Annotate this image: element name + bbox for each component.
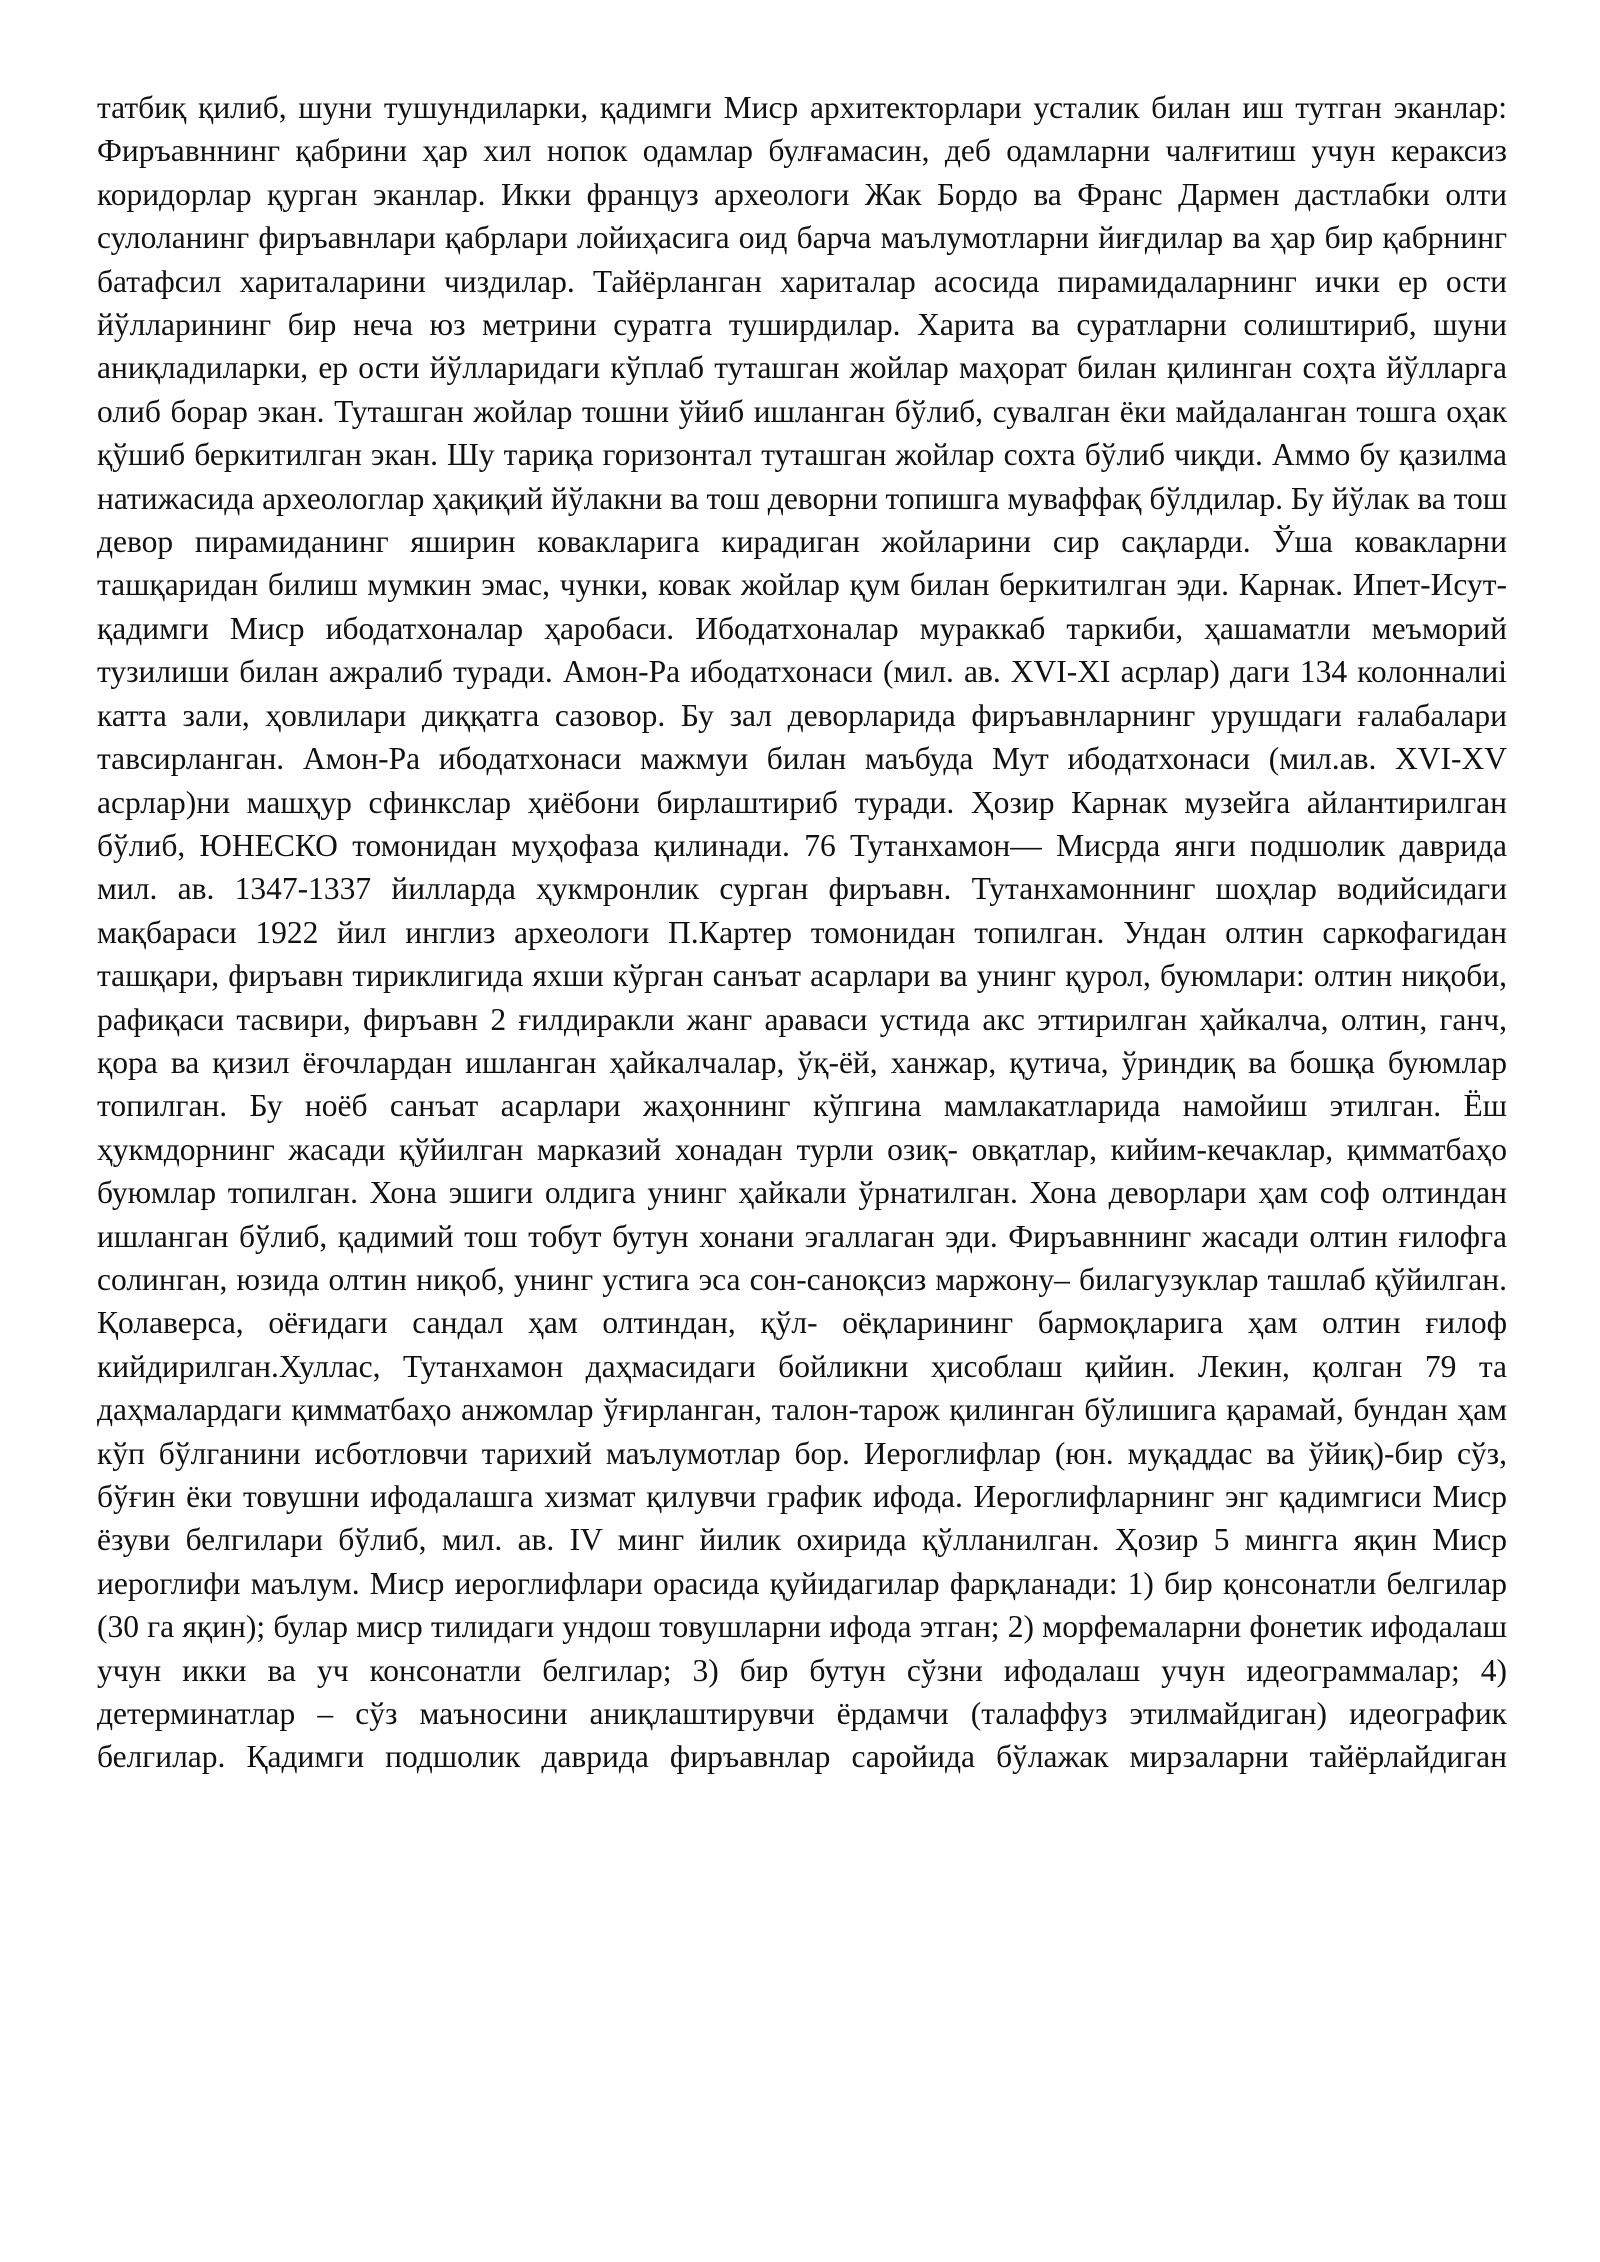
document-page <box>97 86 1507 1779</box>
body-paragraph: татбиқ қилиб, шуни тушундиларки, қадимги Миср архитекторлари усталик билан иш тутган эканлар: Фиръавннинг қабрини ҳар хил нопок одамлар булғамасин, деб одамларни чалғитиш учун кераксиз коридорлар қурган эканлар. Икки француз археологи Жак Бордо ва Франс Дармен дастлабки олти сулоланинг фиръавнлари қабрлари лойиҳасига оид барча маълумотларни йиғдилар ва ҳар бир қабрнинг батафсил хариталарини чиздилар. Тайёрланган хариталар асосида пирамидаларнинг ички ер ости йўлларининг бир неча юз метрини суратга туширдилар. Харита ва суратларни солиштириб, шуни аниқладиларки, ер ости йўлларидаги кўплаб туташган жойлар маҳорат билан қилинган соҳта йўлларга олиб борар экан. Туташган жойлар тошни ўйиб ишланган бўлиб, сувалган ёки майдаланган тошга оҳак қўшиб беркитилган экан. Шу тариқа горизонтал туташган жойлар сохта бўлиб чиқди. Аммо бу қазилма натижасида археологлар ҳақиқий йўлакни ва тош деворни топишга муваффақ бўлдилар. Бу йўлак ва тош девор пирамиданинг яширин ковакларига кирадиган жойларини сир сақларди. Ўша ковакларни ташқаридан билиш мумкин эмас, чунки, ковак жойлар қум билан беркитилган эди. Карнак. Ипет-Исут-қадимги Миср ибодатхоналар ҳаробаси. Ибодатхоналар мураккаб таркиби, ҳашаматли меъморий тузилиши билан ажралиб туради. Амон-Ра ибодатхонаси (мил. ав. XVI-XI асрлар) даги 134 колонналиі катта зали, ҳовлилари диққатга сазовор. Бу зал деворларида фиръавнларнинг урушдаги ғалабалари тавсирланган. Амон-Ра ибодатхонаси мажмуи билан маъбуда Мут ибодатхонаси (мил.ав. XVI-XV асрлар)ни машҳур сфинкслар ҳиёбони бирлаштириб туради. Ҳозир Карнак музейга айлантирилган бўлиб, ЮНЕСКО томонидан муҳофаза қилинади. 76 Тутанхамон— Мисрда янги подшолик даврида мил. ав. 1347-1337 йилларда ҳукмронлик сурган фиръавн. Тутанхамоннинг шоҳлар водийсидаги мақбараси 1922 йил инглиз археологи П.Картер томонидан топилган. Ундан олтин саркофагидан ташқари, фиръавн тириклигида яхши кўрган санъат асарлари ва унинг қурол, буюмлари: олтин ниқоби, рафиқаси тасвири, фиръавн 2 ғилдиракли жанг араваси устида акс эттирилган ҳайкалча, олтин, ганч, қора ва қизил ёғочлардан ишланган ҳайкалчалар, ўқ-ёй, ханжар, қутича, ўриндиқ ва бошқа буюмлар топилган. Бу ноёб санъат асарлари жаҳоннинг кўпгина мамлакатларида намойиш этилган. Ёш ҳукмдорнинг жасади қўйилган марказий хонадан турли озиқ- овқатлар, кийим-кечаклар, қимматбаҳо буюмлар топилган. Хона эшиги олдига унинг ҳайкали ўрнатилган. Хона деворлари ҳам соф олтиндан ишланган бўлиб, қадимий тош тобут бутун хонани эгаллаган эди. Фиръавннинг жасади олтин ғилофга солинган, юзида олтин ниқоб, унинг устига эса сон-саноқсиз маржону– билагузуклар ташлаб қўйилган. Қолаверса, оёғидаги сандал ҳам олтиндан, қўл- оёқларининг бармоқларига ҳам олтин ғилоф кийдирилган.Хуллас, Тутанхамон даҳмасидаги бойликни ҳисоблаш қийин. Лекин, қолган 79 та даҳмалардаги қимматбаҳо анжомлар ўғирланган, талон-тарож қилинган бўлишига қарамай, бундан ҳам кўп бўлганини исботловчи тарихий маълумотлар бор. Иероглифлар (юн. муқаддас ва ўйиқ)-бир сўз, бўғин ёки товушни ифодалашга хизмат қилувчи график ифода. Иероглифларнинг энг қадимгиси Миср ёзуви белгилари бўлиб, мил. ав. IV минг йилик охирида қўлланилган. Ҳозир 5 мингга яқин Миср иероглифи маълум. Миср иероглифлари орасида қуйидагилар фарқланади: 1) бир қонсонатли белгилар (30 га яқин); булар миср тилидаги ундош товушларни ифода этган; 2) морфемаларни фонетик ифодалаш учун икки ва уч консонатли белгилар; 3) бир бутун сўзни ифодалаш учун идеограммалар; 4) детерминатлар – сўз маъносини аниқлаштирувчи ёрдамчи (талаффуз этилмайдиган) идеографик белгилар. Қадимги подшолик даврида фиръавнлар саройида бўлажак мирзаларни тайёрлайдиган <box>97 90 1507 1775</box>
